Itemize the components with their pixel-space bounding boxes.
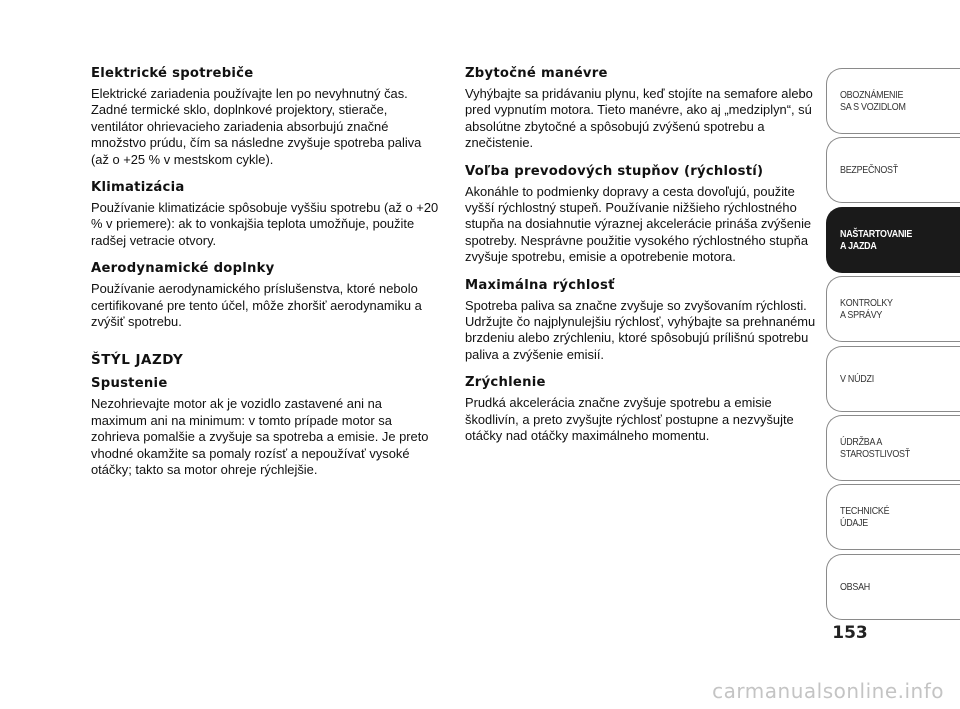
- tab-technical-data[interactable]: [826, 484, 960, 550]
- section-text: Používanie aerodynamického príslušenstva, ktoré nebolo certifikované pre tento účel, môže zhoršiť aerodynamiku a zvýšiť spotrebu.: [91, 281, 422, 330]
- section-aerodynamic-accessories: [91, 261, 441, 330]
- chapter-tabs: [826, 68, 960, 623]
- tab-label: BEZPEČNOSŤ: [840, 164, 898, 177]
- section-air-conditioning: [91, 180, 441, 249]
- section-heading: Maximálna rýchlosť: [465, 277, 615, 293]
- tab-safety[interactable]: [826, 137, 960, 203]
- tab-warning-lights[interactable]: [826, 276, 960, 342]
- section-heading: Klimatizácia: [91, 180, 185, 196]
- section-text: Spotreba paliva sa značne zvyšuje so zvyšovaním rýchlosti. Udržujte čo najplynulejšiu rýchlosť, vyhýbajte sa prehnanému brzdeniu alebo zrýchleniu, ktoré spôsobujú prílišnú spotrebu paliva a zvýšenie emisií.: [465, 297, 816, 362]
- tab-label: NAŠTARTOVANIE A JAZDA: [840, 227, 913, 252]
- watermark: carmanualsonline.info: [712, 679, 944, 703]
- section-heading: Voľba prevodových stupňov (rýchlostí): [465, 163, 764, 179]
- tab-label: KONTROLKY A SPRÁVY: [840, 297, 893, 322]
- tab-maintenance[interactable]: [826, 415, 960, 481]
- section-gear-selection: [465, 164, 819, 266]
- section-text: Prudká akcelerácia značne zvyšuje spotrebu a emisie škodlivín, a preto zvyšujte rýchlosť postupne a nezvyšujte otáčky nad otáčky maximálneho momentu.: [465, 395, 794, 444]
- right-column: [465, 66, 819, 457]
- section-text: Vyhýbajte sa pridávaniu plynu, keď stojíte na semafore alebo pred vypnutím motora. Tieto manévre, ako aj „medziplyn“, sú absolútne zbytočné a spôsobujú zvýšenú spotrebu a znečistenie.: [465, 86, 813, 151]
- tab-emergency[interactable]: [826, 346, 960, 412]
- tab-label: OBSAH: [840, 580, 870, 593]
- tab-label: OBOZNÁMENIE SA S VOZIDLOM: [840, 89, 906, 113]
- tab-starting-and-driving[interactable]: [826, 207, 960, 273]
- section-maximum-speed: [465, 278, 819, 364]
- section-heading: Elektrické spotrebiče: [91, 66, 254, 81]
- tab-label: TECHNICKÉ ÚDAJE: [840, 505, 890, 530]
- section-text: Nezohrievajte motor ak je vozidlo zastavené ani na maximum ani na minimum: v tomto prípade motor sa zohrieva pomalšie a zvyšuje sa spotreba a emisie. Je preto vhodné okamžite sa pomaly rozísť a nepoužívať vysoké otáčky; takto sa motor ohreje rýchlejšie.: [91, 396, 429, 478]
- main-heading-driving-style: ŠTÝL JAZDY: [91, 352, 184, 369]
- section-text: Elektrické zariadenia používajte len po nevyhnutný čas. Zadné termické sklo, doplnkové projektory, stierače, ventilátor ohrievacieho zariadenia absorbujú značné množstvo prúdu, čím sa následne zvyšuje spotreba paliva (až o +25 % v mestskom cykle).: [91, 86, 422, 167]
- section-acceleration: [465, 375, 819, 444]
- section-heading: Zrýchlenie: [465, 375, 546, 391]
- section-electric-consumers: [91, 66, 441, 168]
- section-heading: Zbytočné manévre: [465, 66, 608, 81]
- section-unnecessary-maneuvers: [465, 66, 819, 152]
- section-text: Akonáhle to podmienky dopravy a cesta dovoľujú, použite vyšší rýchlostný stupeň. Používanie nižšieho rýchlostného stupňa na dosiahnutie výraznej akcelerácie prináša zvýšenie spotreby. Nesprávne použitie vysokého rýchlostného stupňa zvyšuje spotrebu, emisie a opotrebenie motora.: [465, 183, 812, 265]
- tab-label: ÚDRŽBA A STAROSTLIVOSŤ: [840, 435, 910, 460]
- tab-label: V NÚDZI: [840, 372, 874, 385]
- section-heading: Aerodynamické doplnky: [91, 261, 275, 277]
- section-starting: [91, 376, 441, 478]
- section-text: Používanie klimatizácie spôsobuje vyššiu spotrebu (až o +20 % v priemere): ak to vonkajšia teplota umožňuje, použite radšej vetracie otvory.: [91, 200, 439, 248]
- tab-getting-to-know-vehicle[interactable]: [826, 68, 960, 134]
- left-column: [91, 66, 441, 491]
- tab-contents[interactable]: [826, 554, 960, 620]
- page-number: 153: [832, 623, 868, 643]
- section-heading: Spustenie: [91, 376, 168, 392]
